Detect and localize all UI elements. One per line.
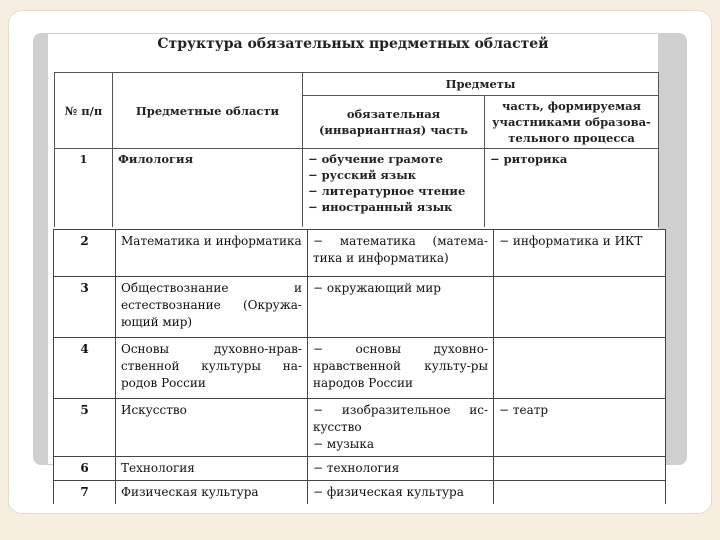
row-area: Основы духовно-нрав-ственной культуры на-родов России bbox=[116, 338, 308, 399]
row-optional bbox=[485, 149, 659, 228]
row-optional: − информатика и ИКТ bbox=[494, 230, 666, 277]
subject-item: − русский язык bbox=[308, 168, 417, 182]
table-row bbox=[55, 149, 659, 228]
row-number: 3 bbox=[54, 277, 116, 338]
table-row bbox=[54, 230, 666, 277]
subject-item: − музыка bbox=[313, 437, 375, 451]
row-area: Математика и информатика bbox=[116, 230, 308, 277]
column-header-areas: Предметные области bbox=[113, 73, 303, 149]
subject-item: − риторика bbox=[490, 152, 568, 166]
table-row bbox=[54, 399, 666, 457]
row-mandatory: − основы духовно-нравственной культу-ры народов России bbox=[308, 338, 494, 399]
row-area: Физическая культура bbox=[116, 481, 308, 505]
column-header-mandatory: обязательная (инвариантная) часть bbox=[303, 96, 485, 149]
row-number: 1 bbox=[55, 149, 113, 228]
row-optional bbox=[494, 457, 666, 481]
row-optional: − театр bbox=[494, 399, 666, 457]
row-mandatory bbox=[308, 399, 494, 457]
row-number: 7 bbox=[54, 481, 116, 505]
table-row bbox=[54, 338, 666, 399]
row-number: 6 bbox=[54, 457, 116, 481]
subjects-table-header bbox=[54, 72, 659, 227]
row-area: Филология bbox=[113, 149, 303, 228]
row-optional bbox=[494, 277, 666, 338]
page-title: Структура обязательных предметных областей bbox=[157, 36, 549, 52]
table-row bbox=[54, 277, 666, 338]
row-mandatory: − математика (матема-тика и информатика) bbox=[308, 230, 494, 277]
row-area: Искусство bbox=[116, 399, 308, 457]
column-header-optional: часть, формируемая участниками образова-тельного процесса bbox=[485, 96, 659, 149]
row-number: 5 bbox=[54, 399, 116, 457]
subjects-table-body bbox=[53, 229, 666, 504]
table-row bbox=[54, 481, 666, 505]
subject-item: − обучение грамоте bbox=[308, 152, 443, 166]
row-mandatory: − окружающий мир bbox=[308, 277, 494, 338]
row-number: 4 bbox=[54, 338, 116, 399]
table-row bbox=[54, 457, 666, 481]
row-optional bbox=[494, 481, 666, 505]
subject-item: − литературное чтение bbox=[308, 184, 466, 198]
row-area: Обществознание и естествознание (Окружа-ющий мир) bbox=[116, 277, 308, 338]
row-mandatory bbox=[303, 149, 485, 228]
column-header-subjects: Предметы bbox=[303, 73, 659, 96]
row-number: 2 bbox=[54, 230, 116, 277]
row-mandatory: − технология bbox=[308, 457, 494, 481]
row-optional bbox=[494, 338, 666, 399]
subject-item: − иностранный язык bbox=[308, 200, 453, 214]
column-header-number: № п/п bbox=[55, 73, 113, 149]
row-mandatory: − физическая культура bbox=[308, 481, 494, 505]
subject-item: − изобразительное ис-кусство bbox=[313, 403, 488, 434]
row-area: Технология bbox=[116, 457, 308, 481]
